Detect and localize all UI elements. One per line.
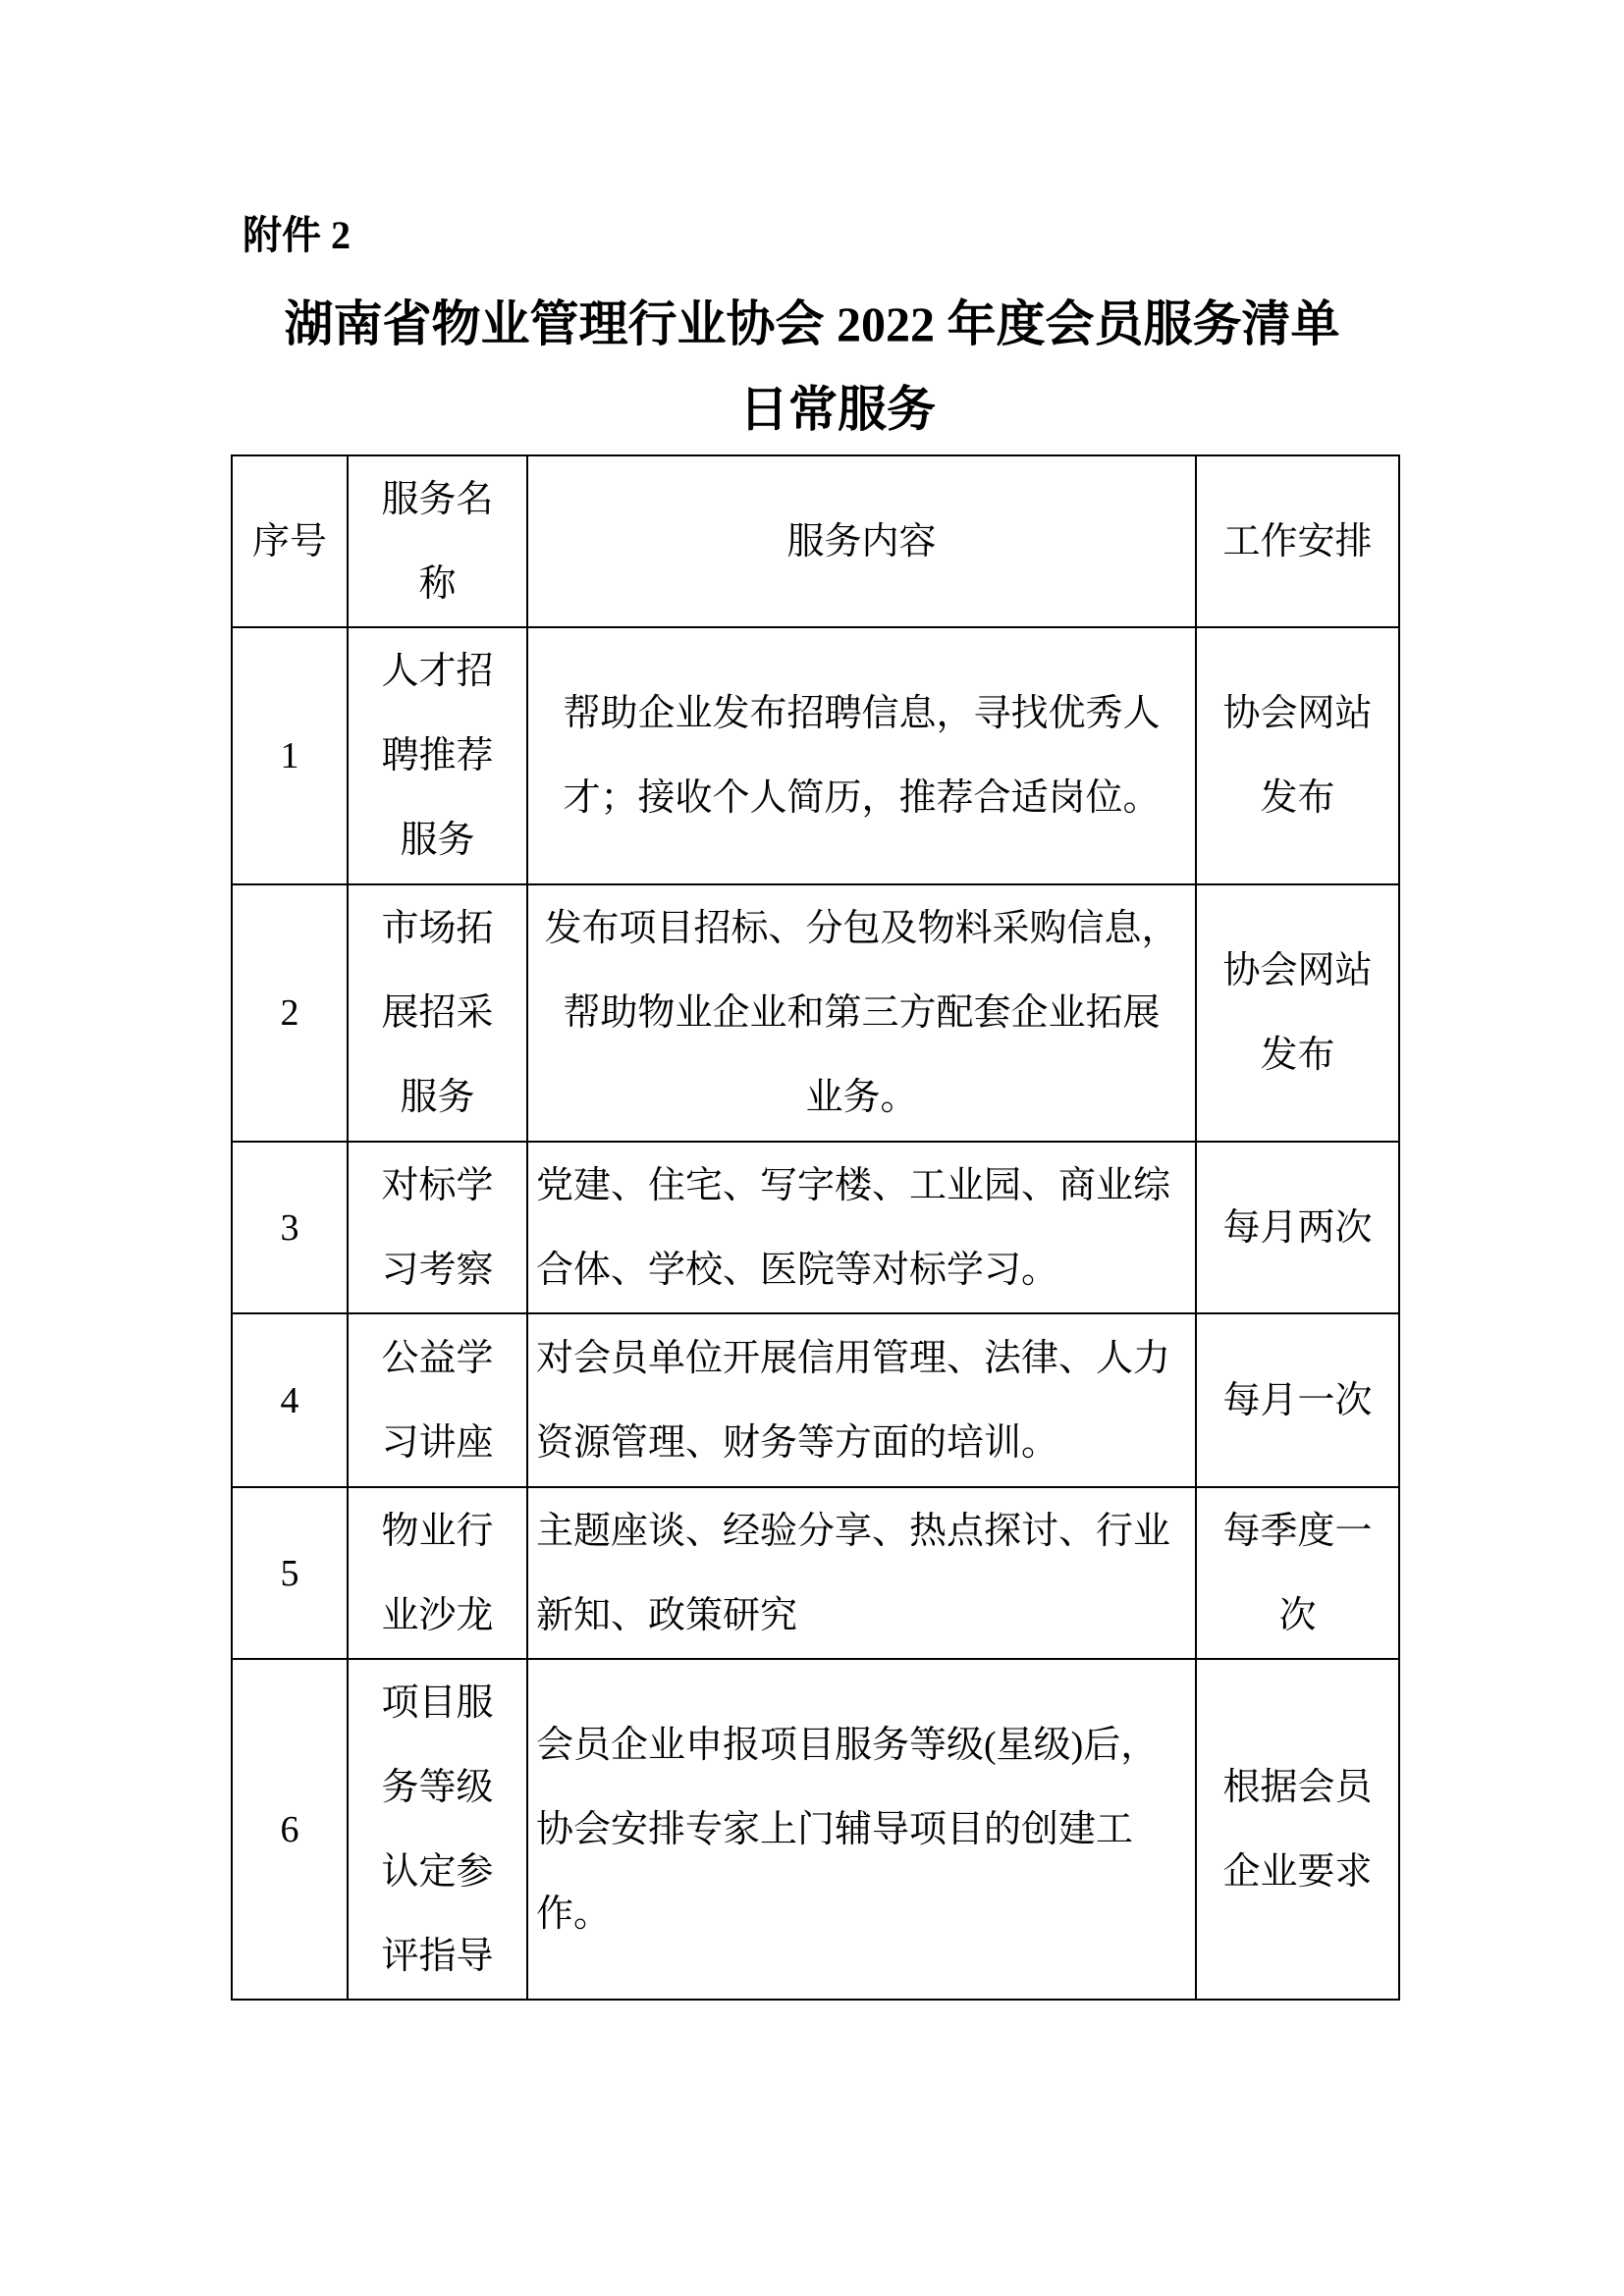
service-table <box>231 454 1400 2001</box>
cell-index <box>232 1487 348 1659</box>
header-service-name <box>348 455 527 627</box>
arrangement-line: 企业要求 <box>1222 1850 1373 1893</box>
arrangement-line: 协会网站 <box>1222 693 1373 734</box>
content-line: 作。 <box>536 1893 612 1935</box>
cell-service-name <box>348 1313 527 1487</box>
content-line: 主题座谈、经验分享、热点探讨、行业 <box>536 1510 1171 1552</box>
content-line: 帮助企业发布招聘信息，寻找优秀人 <box>563 693 1161 734</box>
service-name-line: 业沙龙 <box>381 1594 494 1636</box>
cell-service-name <box>348 627 527 884</box>
cell-service-name <box>348 884 527 1142</box>
attachment-label: 附件 2 <box>243 213 351 257</box>
service-name-line: 服务 <box>400 1077 475 1118</box>
index-text: 3 <box>280 1206 299 1249</box>
cell-service-content <box>527 884 1196 1142</box>
index-text: 2 <box>280 992 299 1034</box>
content-line: 合体、学校、医院等对标学习。 <box>536 1249 1059 1291</box>
service-name-line: 物业行 <box>381 1510 494 1552</box>
cell-service-content <box>527 1659 1196 2000</box>
arrangement-line: 次 <box>1278 1594 1317 1636</box>
content-line: 会员企业申报项目服务等级(星级)后， <box>536 1724 1159 1766</box>
cell-service-content <box>527 1487 1196 1659</box>
content-line: 对会员单位开展信用管理、法律、人力 <box>536 1337 1171 1379</box>
index-text: 1 <box>280 735 299 776</box>
content-line: 才；接收个人简历，推荐合适岗位。 <box>563 777 1161 819</box>
content-line: 资源管理、财务等方面的培训。 <box>536 1421 1059 1464</box>
section-subtitle: 日常服务 <box>739 382 936 437</box>
header-content-text: 服务内容 <box>786 520 937 562</box>
table-row <box>232 1142 1399 1313</box>
service-name-line: 项目服 <box>381 1682 494 1724</box>
table-row <box>232 884 1399 1142</box>
cell-index <box>232 1142 348 1313</box>
cell-service-name <box>348 1659 527 2000</box>
table-row <box>232 1313 1399 1487</box>
cell-arrangement <box>1196 1487 1399 1659</box>
content-line: 帮助物业企业和第三方配套企业拓展 <box>563 992 1161 1034</box>
header-index <box>232 455 348 627</box>
header-name-line: 服务名 <box>381 478 494 520</box>
service-name-line: 服务 <box>400 820 475 861</box>
table-header-row <box>232 455 1399 627</box>
content-line: 党建、住宅、写字楼、工业园、商业综 <box>536 1164 1171 1206</box>
cell-arrangement <box>1196 884 1399 1142</box>
content-line: 协会安排专家上门辅导项目的创建工 <box>536 1808 1134 1850</box>
cell-index <box>232 627 348 884</box>
header-arrangement <box>1196 455 1399 627</box>
service-name-line: 市场拓 <box>381 908 494 949</box>
arrangement-line: 协会网站 <box>1222 950 1373 991</box>
service-name-line: 对标学 <box>381 1164 494 1206</box>
index-text: 4 <box>280 1379 299 1421</box>
header-service-content <box>527 455 1196 627</box>
index-text: 5 <box>280 1552 299 1594</box>
cell-arrangement <box>1196 627 1399 884</box>
cell-index <box>232 1659 348 2000</box>
table-row <box>232 627 1399 884</box>
arrangement-line: 每月两次 <box>1222 1206 1373 1249</box>
service-name-line: 人才招 <box>381 651 494 692</box>
cell-index <box>232 884 348 1142</box>
service-name-line: 习考察 <box>381 1249 494 1291</box>
cell-service-content <box>527 627 1196 884</box>
table-row <box>232 1487 1399 1659</box>
service-name-line: 务等级 <box>381 1766 494 1808</box>
arrangement-line: 每月一次 <box>1222 1379 1373 1421</box>
cell-arrangement <box>1196 1142 1399 1313</box>
cell-index <box>232 1313 348 1487</box>
content-line: 业务。 <box>805 1077 918 1118</box>
cell-service-content <box>527 1142 1196 1313</box>
cell-arrangement <box>1196 1659 1399 2000</box>
cell-service-name <box>348 1142 527 1313</box>
arrangement-line: 根据会员 <box>1222 1766 1373 1808</box>
header-index-text: 序号 <box>251 520 327 562</box>
header-name-line: 称 <box>418 562 457 605</box>
cell-service-name <box>348 1487 527 1659</box>
service-name-line: 习讲座 <box>381 1421 494 1464</box>
index-text: 6 <box>280 1808 299 1850</box>
service-name-line: 评指导 <box>381 1935 494 1977</box>
service-name-line: 展招采 <box>381 992 494 1034</box>
content-line: 发布项目招标、分包及物料采购信息， <box>544 908 1179 949</box>
header-arrangement-text: 工作安排 <box>1222 520 1373 562</box>
document-title: 湖南省物业管理行业协会 2022 年度会员服务清单 <box>284 296 1340 351</box>
service-name-line: 认定参 <box>381 1850 494 1893</box>
arrangement-line: 发布 <box>1260 777 1335 819</box>
cell-arrangement <box>1196 1313 1399 1487</box>
arrangement-line: 每季度一 <box>1222 1510 1373 1552</box>
table-row <box>232 1659 1399 2000</box>
content-line: 新知、政策研究 <box>536 1594 798 1636</box>
service-name-line: 公益学 <box>381 1337 494 1379</box>
arrangement-line: 发布 <box>1260 1035 1335 1076</box>
service-name-line: 聘推荐 <box>381 735 494 776</box>
cell-service-content <box>527 1313 1196 1487</box>
